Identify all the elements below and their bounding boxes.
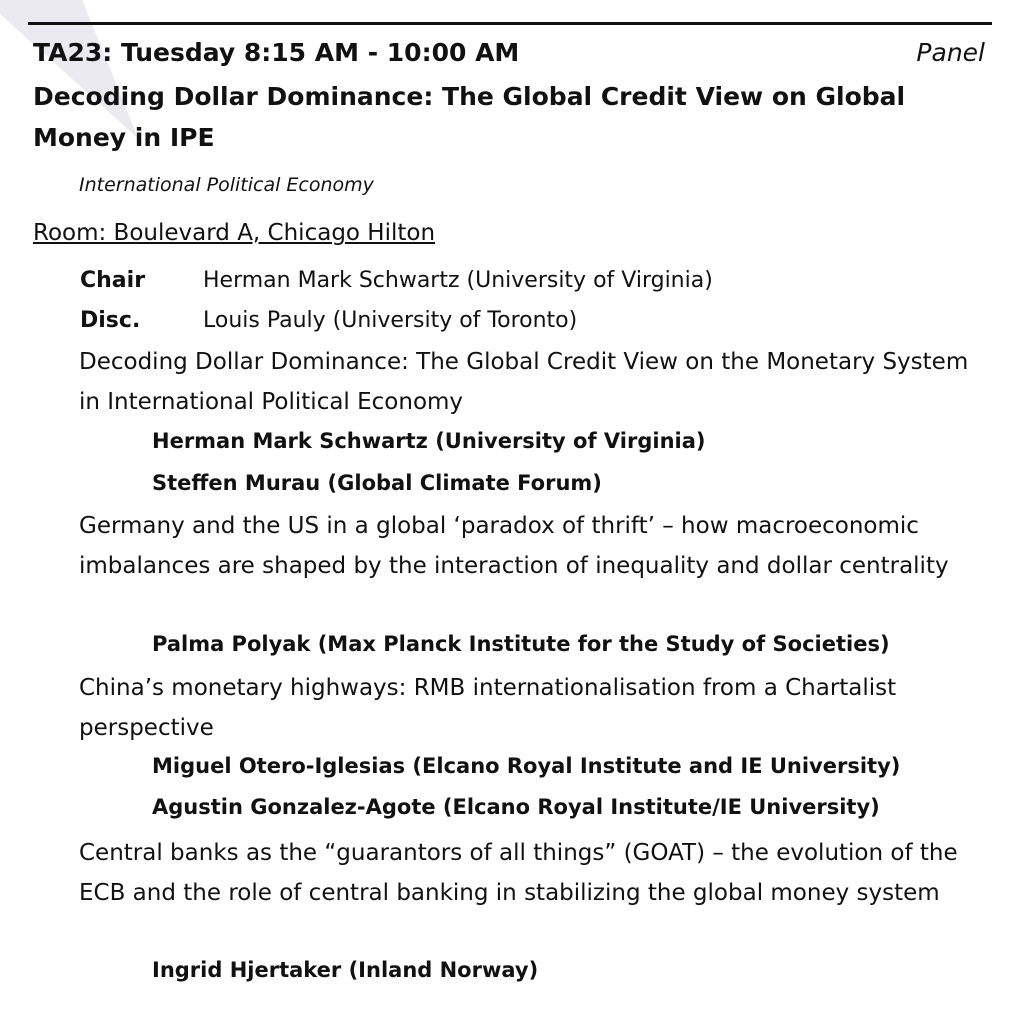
chair-label: Chair	[80, 268, 146, 293]
paper-author: Miguel Otero-Iglesias (Elcano Royal Institute and IE University)	[152, 754, 901, 778]
discussant-label: Disc.	[80, 308, 141, 333]
chair-row	[80, 263, 713, 299]
paper-author: Palma Polyak (Max Planck Institute for the Study of Societies)	[152, 632, 890, 656]
paper-author: Ingrid Hjertaker (Inland Norway)	[152, 958, 539, 982]
paper-author: Agustin Gonzalez-Agote (Elcano Royal Institute/IE University)	[152, 795, 880, 819]
paper-author: Steffen Murau (Global Climate Forum)	[152, 471, 602, 495]
room-location: Room: Boulevard A, Chicago Hilton	[33, 220, 436, 246]
paper-title: Central banks as the “guarantors of all things” (GOAT) – the evolution of the ECB and the role of central banking in stabilizing the global money system	[79, 840, 958, 906]
discussant-name: Louis Pauly (University of Toronto)	[203, 308, 578, 333]
chair-name: Herman Mark Schwartz (University of Virginia)	[203, 268, 713, 293]
paper-title: China’s monetary highways: RMB internationalisation from a Chartalist perspective	[79, 675, 897, 741]
session-code-time: TA23: Tuesday 8:15 AM - 10:00 AM	[33, 38, 520, 67]
top-rule	[28, 22, 992, 25]
division-label: International Political Economy	[79, 174, 374, 196]
session-type: Panel	[916, 38, 985, 67]
panel-title: Decoding Dollar Dominance: The Global Credit View on Global Money in IPE	[33, 82, 906, 152]
session-header	[33, 34, 985, 72]
discussant-row	[80, 303, 577, 339]
paper-title: Germany and the US in a global ‘paradox of thrift’ – how macroeconomic imbalances are shaped by the interaction of inequality and dollar centrality	[79, 513, 949, 579]
paper-author: Herman Mark Schwartz (University of Virginia)	[152, 429, 706, 453]
paper-title: Decoding Dollar Dominance: The Global Credit View on the Monetary System in International Political Economy	[79, 349, 969, 415]
